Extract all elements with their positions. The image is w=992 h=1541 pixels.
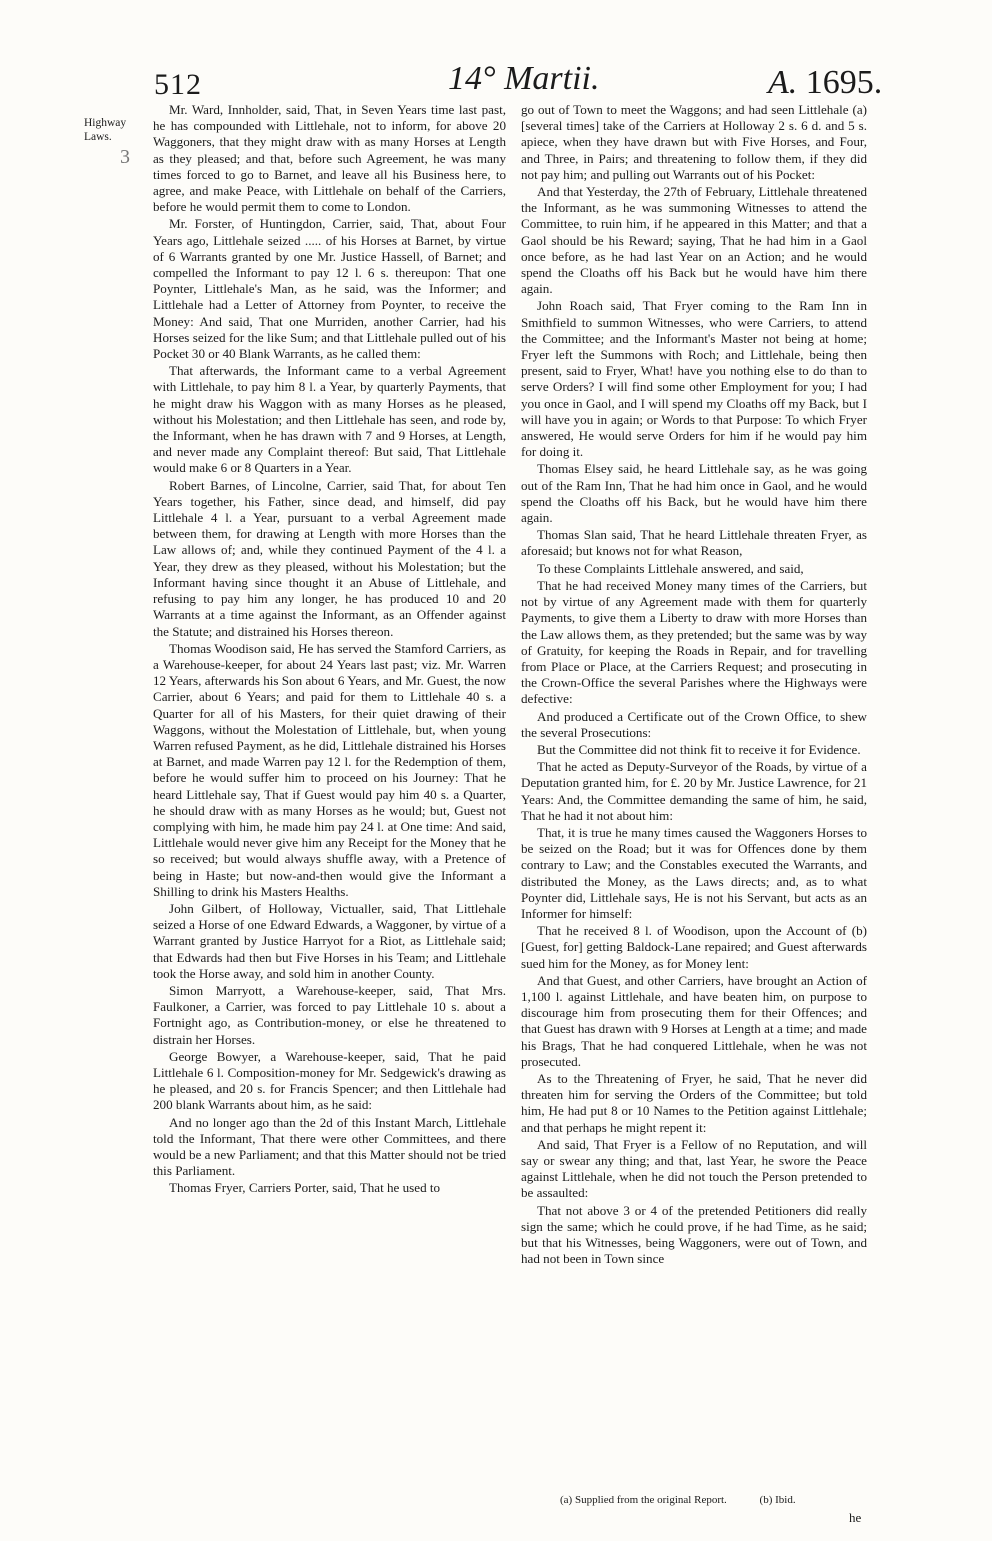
- paragraph: That, it is true he many times caused the Waggoners Horses to be seized on the Road; but it was for Offences done by them contrary to Law; and the Constables executed the Warrants, and distributed the Money, as the Laws directs; and, as to what Poynter did, Littlehale says, He is not his Servant, but acts as an Informer for himself:: [521, 824, 867, 921]
- header-year: [768, 64, 882, 102]
- paragraph: Thomas Fryer, Carriers Porter, said, That he used to: [169, 1180, 441, 1196]
- paragraph: That afterwards, the Informant came to a verbal Agreement with Littlehale, to pay him 8 l. a Year, by quarterly Payments, that he might draw his Waggon with as many Horses as he pleased, without his Molestation; and then Littlehale has seen, and rode by, the Informant, when he has drawn with 7 and 9 Horses, at Length, and never made any Complaint thereof: But said, That Littlehale would make 6 or 8 Quarters in a Year.: [153, 363, 506, 476]
- paragraph: Thomas Elsey said, he heard Littlehale say, as he was going out of the Ram Inn, That he had him once in Gaol, and he would spend the Cloaths off his Back, but he would have him there again.: [521, 461, 867, 526]
- footnotes: [560, 1494, 826, 1506]
- paragraph: George Bowyer, a Warehouse-keeper, said, That he paid Littlehale 6 l. Composition-money for Mr. Sedgewick's drawing as he pleased, and 20 s. for Francis Spencer; and then Littlehale had 200 blank Warrants about him, as he said:: [153, 1048, 506, 1113]
- paragraph: go out of Town to meet the Waggons; and had seen Littlehale (a) [several times] take of the Carriers at Holloway 2 s. 6 d. and 5 s. apiece, when they have drawn but with Five Horses, and Four, and Three, in Pairs; and threatening to follow them, if they did not pay him; and pulling out Warrants out of his Pocket:: [521, 102, 867, 182]
- left-column: [153, 102, 506, 1198]
- paragraph: As to the Threatening of Fryer, he said, That he never did threaten him for serving the Orders of the Committee; but told him, He had put 8 or 10 Names to the Petition against Littlehale; and that perhaps he might repent it:: [521, 1070, 867, 1135]
- footnote: (b) Ibid.: [759, 1494, 796, 1506]
- paragraph: And no longer ago than the 2d of this Instant March, Littlehale told the Informant, That there were other Committees, and there would be a new Parliament; and that this Matter should not be tried this Parliament.: [153, 1114, 506, 1179]
- paragraph: But the Committee did not think fit to receive it for Evidence.: [537, 741, 861, 757]
- paragraph: That not above 3 or 4 of the pretended Petitioners did really sign the same; which he could prove, if he had Time, as he said; but that his Witnesses, being Waggoners, were out of Town, and had not been in Town since: [521, 1202, 867, 1267]
- paragraph: And that Guest, and other Carriers, have brought an Action of 1,100 l. against Littlehale, and have beaten him, on purpose to discourage him from prosecuting them for their Offences; and that Guest has drawn with 9 Horses at Length at a time; and made his Brags, That he had conquered Littlehale, when he was not prosecuted.: [521, 972, 867, 1069]
- paragraph: Mr. Ward, Innholder, said, That, in Seven Years time last past, he has compounded with Littlehale, not to inform, for above 20 Waggoners, that they might draw with as many Horses at Length as they pleased; and that, before such Agreement, he was many times forced to go to Barnet, and leave all his Business here, to agree, and make Peace, with Littlehale on behalf of the Carriers, before he would permit them to come to London.: [153, 102, 506, 215]
- margin-mark: 3: [120, 146, 130, 168]
- page-number: 512: [154, 68, 202, 101]
- right-column: [521, 102, 867, 1268]
- paragraph: John Gilbert, of Holloway, Victualler, said, That Littlehale seized a Horse of one Edward Edwards, a Waggoner, by virtue of a Warrant granted by Justice Harryot for a Riot, as Littlehale said; that Edwards had then but Five Horses in his Team; and Littlehale took the Horse away, and sold him in another County.: [153, 900, 506, 981]
- paragraph: Thomas Slan said, That he heard Littlehale threaten Fryer, as aforesaid; but knows not for what Reason,: [521, 527, 867, 559]
- paragraph: And produced a Certificate out of the Crown Office, to shew the several Prosecutions:: [521, 708, 867, 740]
- paragraph: That he received 8 l. of Woodison, upon the Account of (b) [Guest, for] getting Baldock-Lane repaired; and Guest afterwards sued him for the Money, as for Money lent:: [521, 923, 867, 971]
- paragraph: To these Complaints Littlehale answered, and said,: [537, 560, 804, 576]
- year-value: 1695.: [805, 64, 883, 101]
- paragraph: Robert Barnes, of Lincolne, Carrier, said That, for about Ten Years together, his Father, since dead, and himself, did pay Littlehale 4 l. a Year, pursuant to a verbal Agreement made between them, for drawing at Length with more Horses than the Law allows of; and, while they continued Payment of the 4 l. a Year, they drew as they pleased, without his Molestation; but the Informant having since thought it an Abuse of Littlehale, and refusing to pay him any longer, he has produced 10 and 20 Warrants at a time against the Informant, as an Offender against the Statute; and distrained his Horses thereon.: [153, 477, 506, 639]
- year-prefix: A.: [768, 64, 798, 101]
- paragraph: Thomas Woodison said, He has served the Stamford Carriers, as a Warehouse-keeper, for about 24 Years last past; viz. Mr. Warren 12 Years, afterwards his Son about 6 Years, and Mr. Guest, the now Carrier, about 6 Years; and paid for them to Littlehale 40 s. a Quarter for all of his Masters, for their quiet drawing of their Waggons, without the Molestation of Littlehale, but, when young Warren refused Payment, as he did, Littlehale distrained his Horses at Barnet, and made Warren pay 12 l. for the Redemption of them, before he would suffer him to proceed on his Journey: That he heard Littlehale say, That if Guest would pay him 40 s. a Quarter, he should draw with as many Horses as he would; but, Guest not complying with him, he made him pay 24 l. at One time: And said, Littlehale would never give him any Receipt for the Money that he so received; but would always shuffle away, with a Pretence of being in Haste; but now-and-then would give the Informant a Shilling to drink his Masters Healths.: [153, 640, 506, 899]
- paragraph: That he acted as Deputy-Surveyor of the Roads, by virtue of a Deputation granted him, for £. 20 by Mr. Justice Lawrence, for 21 Years: And, the Committee demanding the same of him, he said, That he had it not about him:: [521, 759, 867, 823]
- paragraph: And said, That Fryer is a Fellow of no Reputation, and will say or swear any thing; and that, last Year, he swore the Peace against Littlehale, when he did not touch the Person pretended to be assaulted:: [521, 1136, 867, 1201]
- paragraph: And that Yesterday, the 27th of February, Littlehale threatened the Informant, as he was summoning Witnesses to attend the Committee, to ruin him, if he appeared in this Matter; and that a Gaol should be his Reward; saying, That he had him in a Gaol once before, as he had last Year on an Action; and he would spend the Cloaths off his Back but he would have him there again.: [521, 184, 867, 297]
- paragraph: That he had received Money many times of the Carriers, but not by virtue of any Agreement made with them for quarterly Payments, to give them a Liberty to draw with more Horses than the Law allows them, as they pretended; but the same was by way of Gratuity, for keeping the Roads in Repair, and for travelling from Place or Place, at the Carriers Request; and prosecuting in the Crown-Office the several Parishes where the Highways were defective:: [521, 577, 867, 707]
- paragraph: Mr. Forster, of Huntingdon, Carrier, said, That, about Four Years ago, Littlehale seized ..... of his Horses at Barnet, by virtue of 6 Warrants granted by one Mr. Justice Hassell, of Barnet; and compelled the Informant to pay 12 l. 6 s. thereupon: That one Poynter, Littlehale's Man, as he said, was the Informer; and Littlehale had a Letter of Attorney from Poynter, to receive the Money: And said, That one Murriden, another Carrier, had his Horses seized for the like Sum; and that Littlehale pulled out of his Pocket 30 or 40 Blank Warrants, as he called them:: [153, 216, 506, 362]
- catchword: he: [849, 1510, 862, 1525]
- header-date: 14° Martii.: [448, 60, 600, 97]
- margin-note: Highway Laws.: [84, 117, 127, 143]
- paragraph: John Roach said, That Fryer coming to the Ram Inn in Smithfield to summon Witnesses, who were Carriers, to attend the Committee; and the Informant's Master not being at home; Fryer left the Summons with Roch; and Littlehale, being then present, said to Fryer, What! have you nothing else to do than to serve Orders? I will find some other Employment for you; I had you once in Gaol, and I will spend my Cloaths off my Back, but I will have you in again; or Words to that Purpose: To which Fryer answered, He would serve Orders for him if he would pay him for doing it.: [521, 298, 867, 460]
- footnote: (a) Supplied from the original Report.: [560, 1494, 727, 1506]
- paragraph: Simon Marryott, a Warehouse-keeper, said, That Mrs. Faulkoner, a Carrier, was forced to pay Littlehale 10 s. about a Fortnight ago, as Contribution-money, or else he threatened to distrain her Horses.: [153, 982, 506, 1047]
